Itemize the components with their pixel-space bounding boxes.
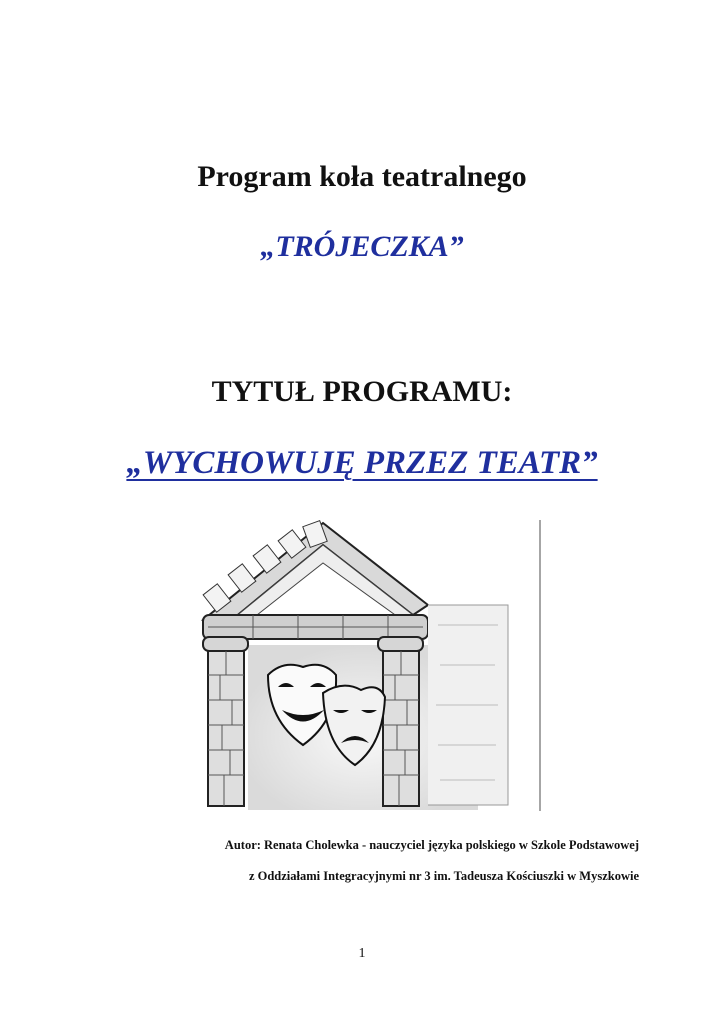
page-number: 1 bbox=[358, 946, 366, 961]
author-line-1: Autor: Renata Cholewka - nauczyciel języka polskiego w Szkole Podstawowej bbox=[224, 838, 639, 852]
theatre-masks-icon bbox=[178, 515, 548, 815]
theatre-illustration bbox=[178, 515, 548, 815]
author-line-2: z Oddziałami Integracyjnymi nr 3 im. Tadeusza Kościuszki w Myszkowie bbox=[248, 869, 639, 883]
program-title: Program koła teatralnego bbox=[197, 160, 527, 193]
group-name: „TRÓJECZKA” bbox=[260, 230, 464, 263]
program-label: TYTUŁ PROGRAMU: bbox=[211, 375, 513, 408]
program-name: „WYCHOWUJĘ PRZEZ TEATR” bbox=[126, 445, 598, 481]
